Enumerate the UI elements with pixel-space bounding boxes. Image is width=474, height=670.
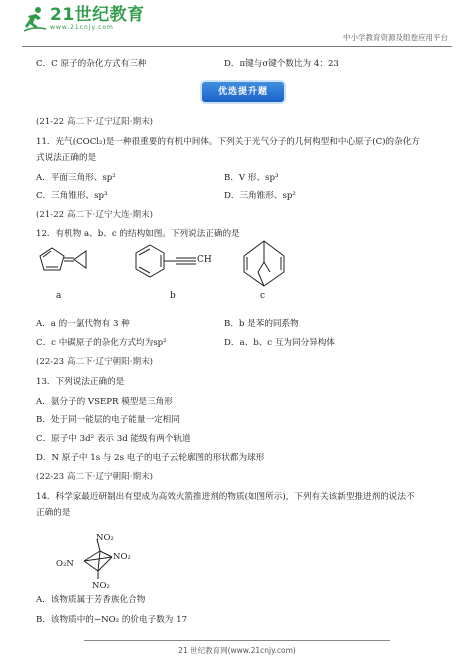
structure-b-label: b [170, 291, 176, 301]
structure-a-label: a [56, 291, 62, 301]
q14-option-a: A．该物质属于芳香族化合物 [36, 595, 146, 605]
header-divider [22, 46, 452, 47]
header-platform-text: 中小学教育资源及组卷应用平台 [343, 33, 448, 42]
q12-stem: 12．有机物 a、b、c 的结构如图。下列说法正确的是 [36, 229, 240, 239]
q13-stem: 13．下列说法正确的是 [36, 377, 125, 387]
q12-option-a: A．a 的一氯代物有 3 种 [36, 319, 130, 329]
q14-stem-line2: 正确的是 [36, 508, 71, 518]
q14-stem-line1: 14．科学家最近研制出有望成为高效火箭推进剂的物质(如图所示)，下列有关该新型推进剂的说法不 [36, 492, 415, 502]
footer-divider [84, 640, 390, 641]
page-header [0, 0, 474, 48]
q13-option-d: D．N 原子中 1s 与 2s 电子的电子云轮廓图的形状都为球形 [36, 453, 265, 463]
q12-option-d: D．a、b、c 互为同分异构体 [224, 338, 335, 348]
q13-option-c: C．原子中 3d² 表示 3d 能级有两个轨道 [36, 434, 191, 444]
q14-group-left: O₂N [56, 559, 74, 569]
site-logo[interactable] [22, 6, 145, 32]
structure-c-label: c [260, 291, 266, 301]
q14-source: (22-23 高二下·辽宁朝阳·期末) [36, 472, 154, 482]
q14-group-top: NO₂ [96, 533, 114, 543]
q11-source: (21-22 高二下·辽宁辽阳·期末) [36, 117, 154, 127]
q11-stem-line1: 11．光气(COCl₂)是一种很重要的有机中间体。下列关于光气分子的几何构型和中心原子(C)的杂化方 [36, 137, 420, 147]
structure-b-diagram [128, 241, 238, 285]
q14-option-b: B．该物质中的−NO₂ 的价电子数为 17 [36, 615, 188, 625]
logo-sub-text: www.21cnjy.com [50, 24, 114, 31]
q11-option-d: D．三角锥形、sp² [224, 191, 296, 201]
q10-option-d: D．π键与σ键个数比为 4：23 [224, 59, 339, 69]
q12-source: (21-22 高二下·辽宁大连·期末) [36, 210, 154, 220]
q13-source: (22-23 高二下·辽宁朝阳·期末) [36, 357, 154, 367]
logo-main-text: 21世纪教育 [50, 5, 145, 25]
structure-b-ch-label: CH [197, 255, 212, 265]
q13-option-b: B．处于同一能层的电子能量一定相同 [36, 415, 180, 425]
q11-option-a: A．平面三角形、sp² [36, 173, 116, 183]
section-badge: 优选提升题 [202, 82, 284, 102]
footer-text: 21 世纪教育网(www.21cnjy.com) [178, 646, 296, 655]
q13-option-a: A．氨分子的 VSEPR 模型是三角形 [36, 397, 173, 407]
q11-stem-line2: 式说法正确的是 [36, 153, 97, 163]
runner-logo-icon [22, 6, 48, 32]
q12-option-b: B．b 是苯的同系物 [224, 319, 299, 329]
q14-group-bottom: NO₂ [92, 581, 110, 591]
structure-a-diagram [38, 243, 98, 283]
structure-c-diagram [236, 238, 292, 290]
q14-group-right: NO₂ [113, 552, 131, 562]
q11-option-c: C．三角锥形、sp³ [36, 191, 108, 201]
q11-option-b: B．V 形、sp³ [224, 173, 279, 183]
q12-option-c: C．c 中碳原子的杂化方式均为sp² [36, 338, 167, 348]
q10-option-c: C．C 原子的杂化方式有三种 [36, 59, 147, 69]
